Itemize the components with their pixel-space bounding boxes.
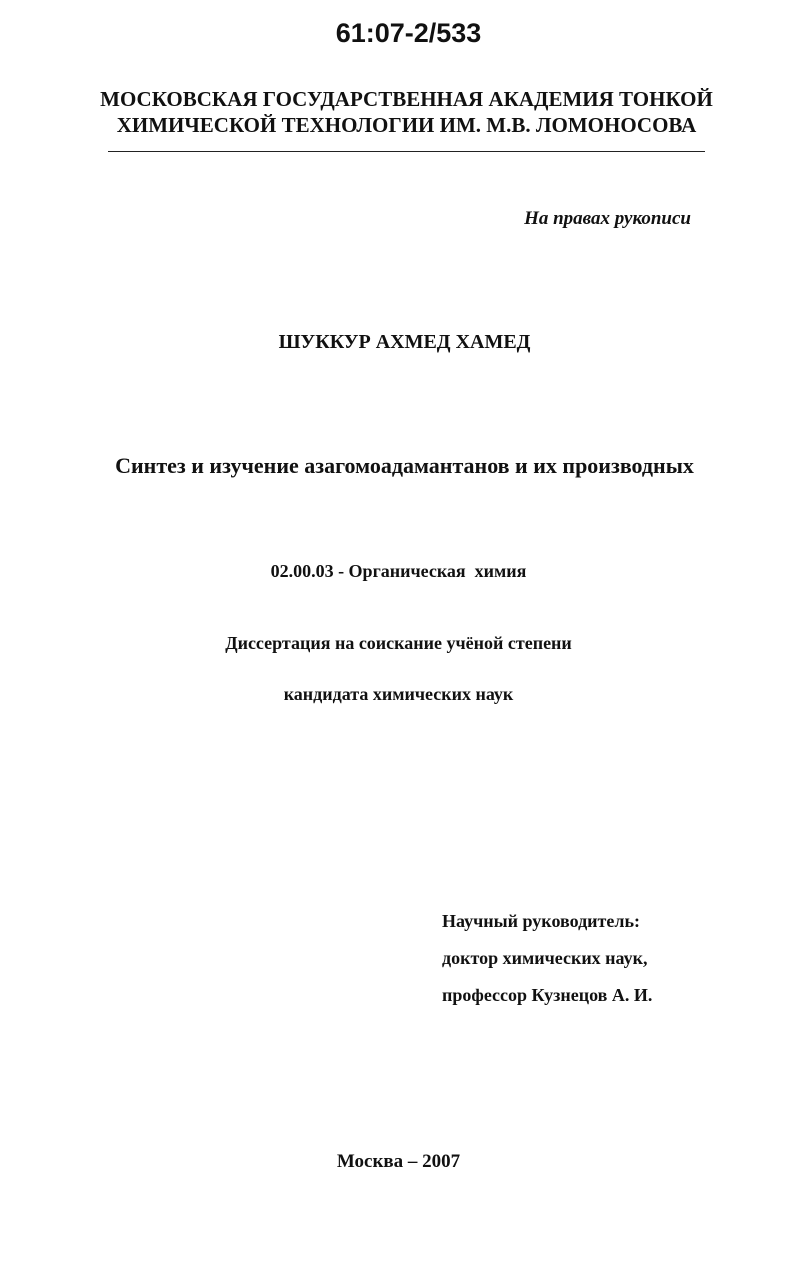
supervisor-degree: доктор химических наук, xyxy=(442,948,648,968)
dissertation-title: Синтез и изучение азагомоадамантанов и их производных xyxy=(115,453,694,478)
specialty-code: 02.00.03 - Органическая химия xyxy=(270,561,527,581)
manuscript-note: На правах рукописи xyxy=(524,208,691,229)
supervisor-name: профессор Кузнецов А. И. xyxy=(442,985,653,1005)
header-divider xyxy=(108,151,705,152)
degree-line-2: кандидата химических наук xyxy=(283,684,514,704)
institution-line-1: МОСКОВСКАЯ ГОСУДАРСТВЕННАЯ АКАДЕМИЯ ТОНКОЙ xyxy=(100,87,713,111)
author-name: ШУККУР АХМЕД ХАМЕД xyxy=(278,331,531,353)
supervisor-block xyxy=(442,903,652,1014)
institution-line-2: ХИМИЧЕСКОЙ ТЕХНОЛОГИИ ИМ. М.В. ЛОМОНОСОВА xyxy=(116,113,697,137)
degree-line-1: Диссертация на соискание учёной степени xyxy=(225,633,572,653)
archive-stamp-number: 61:07-2/533 xyxy=(335,18,482,48)
supervisor-label: Научный руководитель: xyxy=(442,911,640,931)
city-year: Москва – 2007 xyxy=(336,1151,461,1172)
institution-name xyxy=(0,86,797,138)
